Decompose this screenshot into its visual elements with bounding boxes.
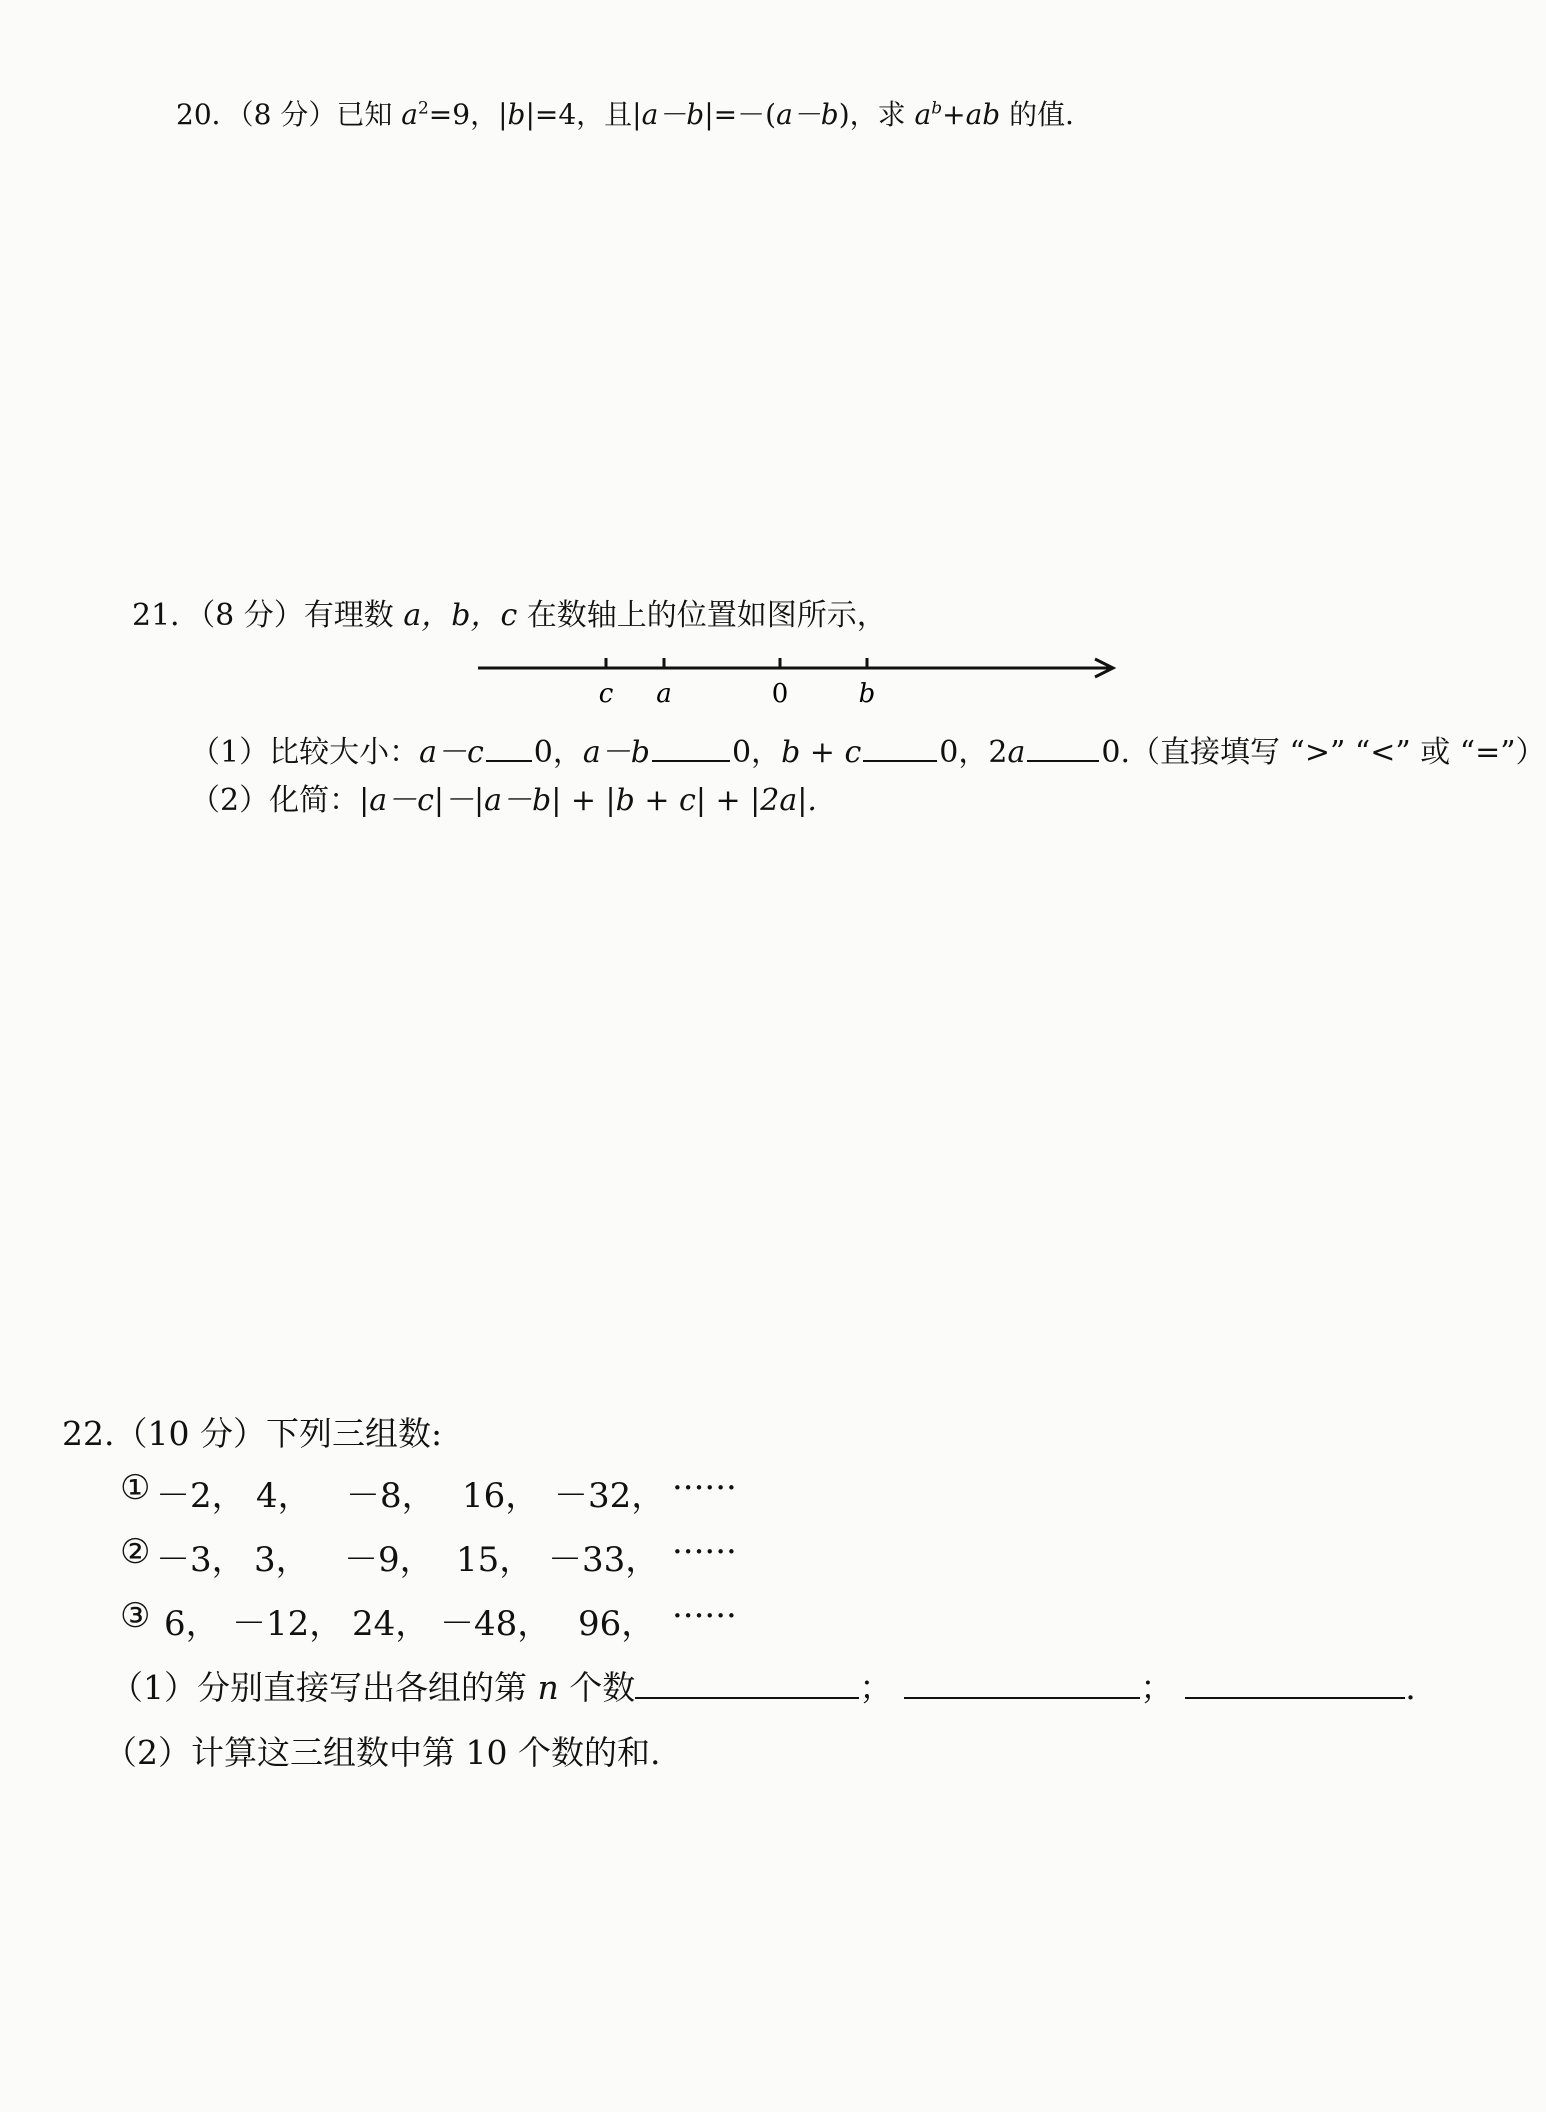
- fill-hint: （直接填写 “>” “<” 或 “=”）: [1129, 735, 1546, 770]
- score: （8 分）: [200, 598, 304, 633]
- question-22-part-2: （2）计算这三组数中第 10 个数的和.: [104, 1733, 661, 1772]
- tick-label-b: b: [858, 679, 876, 709]
- circled-number-3: ③: [120, 1596, 151, 1636]
- score: （10 分）: [114, 1414, 266, 1453]
- tick-label-c: c: [598, 679, 614, 709]
- answer-blank-4[interactable]: [1027, 734, 1099, 762]
- question-number: 20．: [176, 98, 240, 131]
- answer-blank-group-2[interactable]: [904, 1667, 1140, 1699]
- tick-label-0: 0: [771, 679, 789, 709]
- question-21-part-1: （1）比较大小：a－c 0，a－b 0，b + c 0，2a 0.（直接填写 “>” “<” 或 “=”）: [190, 735, 1546, 770]
- number-line-diagram: [470, 640, 1130, 730]
- answer-blank-group-3[interactable]: [1185, 1667, 1405, 1699]
- score: （8 分）: [239, 98, 337, 131]
- question-22-part-1: （1）分别直接写出各组的第 n 个数 ； ； .: [110, 1668, 1416, 1707]
- answer-blank-2[interactable]: [652, 734, 730, 762]
- answer-blank-group-1[interactable]: [635, 1667, 859, 1699]
- question-20: 20．（8 分）已知 $a^2=9$，|b|=4，且|a－b|=－(a－b)，求 $a^b+ab$ 的值．: [176, 98, 1094, 131]
- question-22: 22.（10 分）下列三组数:: [62, 1414, 443, 1453]
- circled-number-1: ①: [120, 1468, 151, 1508]
- tick-label-a: a: [656, 679, 672, 709]
- question-number: 21．: [132, 598, 201, 633]
- answer-blank-1[interactable]: [486, 734, 532, 762]
- answer-blank-3[interactable]: [863, 734, 937, 762]
- question-21: 21．（8 分）有理数 a，b，c 在数轴上的位置如图所示，: [132, 598, 887, 633]
- question-number: 22.: [62, 1414, 115, 1453]
- circled-number-2: ②: [120, 1532, 151, 1572]
- question-21-part-2: （2）化简：|a－c|－|a－b| + |b + c| + |2a|.: [190, 783, 817, 818]
